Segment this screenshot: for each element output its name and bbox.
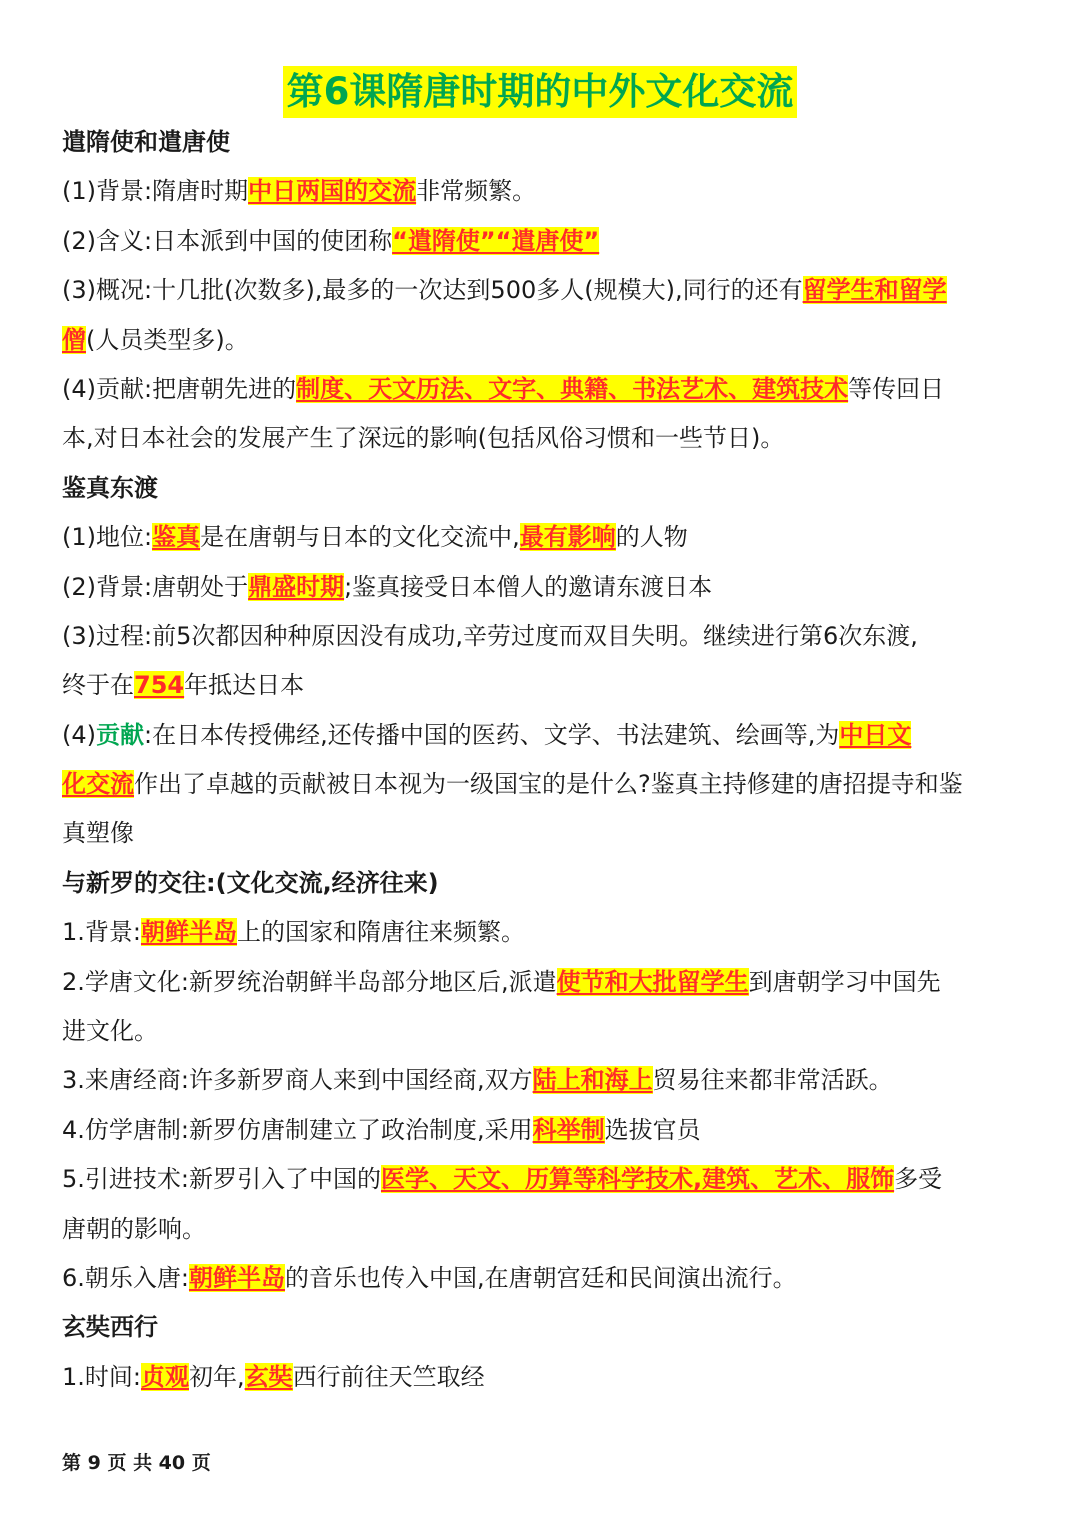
text-segment: (1)地位: — [62, 523, 153, 552]
text-segment: (4)贡献:把唐朝先进的 — [62, 374, 297, 403]
section-heading — [62, 859, 1022, 908]
text-line — [62, 760, 1022, 809]
section-heading — [62, 1303, 1022, 1352]
text-line — [62, 316, 1022, 365]
green-keyword: 贡献 — [96, 720, 144, 749]
text-line — [62, 217, 1022, 266]
text-segment: 1.时间: — [62, 1362, 141, 1391]
highlighted-keyword: 754 — [134, 671, 185, 700]
text-line — [62, 167, 1022, 216]
text-segment: 等传回日 — [848, 374, 945, 403]
highlighted-keyword: 僧 — [62, 325, 86, 354]
highlighted-keyword: 中日文 — [839, 720, 912, 749]
text-segment: 1.背景: — [62, 918, 141, 947]
text-line — [62, 809, 1022, 858]
text-segment: (4) — [62, 720, 96, 749]
text-line — [62, 612, 1022, 661]
text-segment: 鉴真东渡 — [62, 473, 158, 502]
text-segment: 3.来唐经商:许多新罗商人来到中国经商,双方 — [62, 1066, 533, 1095]
highlighted-keyword: 科举制 — [532, 1115, 605, 1144]
text-line — [62, 958, 1022, 1007]
text-segment: 玄奘西行 — [62, 1313, 158, 1342]
highlighted-keyword: 留学生和留学 — [802, 276, 947, 305]
text-line — [62, 563, 1022, 612]
text-line — [62, 908, 1022, 957]
text-segment: 非常频繁。 — [416, 177, 537, 206]
highlighted-keyword: “遣隋使”“遣唐使” — [392, 226, 600, 255]
text-segment: 终于在 — [62, 671, 134, 700]
text-segment: 多受 — [894, 1165, 943, 1194]
text-line — [62, 266, 1022, 315]
text-segment: 与新罗的交往:(文化交流,经济往来) — [62, 868, 439, 897]
text-segment: 上的国家和隋唐往来频繁。 — [236, 918, 525, 947]
page-footer: 第 9 页 共 40 页 — [62, 1452, 211, 1474]
text-segment: (2)背景:唐朝处于 — [62, 572, 249, 601]
text-segment: 6.朝乐入唐: — [62, 1263, 189, 1292]
text-line — [62, 1353, 1022, 1402]
text-segment: 2.学唐文化:新罗统治朝鲜半岛部分地区后,派遣 — [62, 967, 557, 996]
text-line — [62, 711, 1022, 760]
text-line — [62, 1205, 1022, 1254]
highlighted-keyword: 化交流 — [62, 770, 134, 799]
highlighted-keyword: 最有影响 — [519, 523, 616, 552]
text-segment: 5.引进技术:新罗引入了中国的 — [62, 1165, 381, 1194]
text-segment: 选拔官员 — [604, 1115, 701, 1144]
text-segment: (3)过程:前5次都因种种原因没有成功,辛劳过度而双目失明。继续进行第6次东渡, — [62, 621, 918, 650]
text-segment: :在日本传授佛经,还传播中国的医药、文学、书法建筑、绘画等,为 — [144, 720, 840, 749]
text-line — [62, 513, 1022, 562]
text-line — [62, 1007, 1022, 1056]
highlighted-keyword: 玄奘 — [244, 1362, 293, 1391]
highlighted-keyword: 鼎盛时期 — [248, 572, 345, 601]
text-segment: 贸易往来都非常活跃。 — [652, 1066, 893, 1095]
text-segment: 西行前往天竺取经 — [292, 1362, 485, 1391]
document-body — [62, 118, 1022, 1402]
highlighted-keyword: 医学、天文、历算等科学技术,建筑、艺术、服饰 — [380, 1165, 895, 1194]
highlighted-keyword: 陆上和海上 — [532, 1066, 653, 1095]
highlighted-keyword: 朝鲜半岛 — [188, 1263, 285, 1292]
title-container — [0, 66, 1080, 118]
text-line — [62, 365, 1022, 414]
text-segment: (1)背景:隋唐时期 — [62, 177, 249, 206]
text-segment: 初年, — [188, 1362, 245, 1391]
text-segment: (3)概况:十几批(次数多),最多的一次达到500多人(规模大),同行的还有 — [62, 276, 803, 305]
text-line — [62, 661, 1022, 710]
text-segment: 真塑像 — [62, 819, 134, 848]
text-line — [62, 1155, 1022, 1204]
text-line — [62, 1056, 1022, 1105]
highlighted-keyword: 使节和大批留学生 — [556, 967, 749, 996]
highlighted-keyword: 中日两国的交流 — [248, 177, 417, 206]
text-segment: (2)含义:日本派到中国的使团称 — [62, 226, 393, 255]
highlighted-keyword: 朝鲜半岛 — [140, 918, 237, 947]
text-segment: 本,对日本社会的发展产生了深远的影响(包括风俗习惯和一些节日)。 — [62, 424, 785, 453]
text-segment: 4.仿学唐制:新罗仿唐制建立了政治制度,采用 — [62, 1115, 533, 1144]
text-segment: 唐朝的影响。 — [62, 1214, 206, 1243]
page-title: 第6课隋唐时期的中外文化交流 — [283, 66, 798, 118]
text-segment: 是在唐朝与日本的文化交流中, — [200, 523, 520, 552]
text-segment: 进文化。 — [62, 1017, 158, 1046]
highlighted-keyword: 鉴真 — [152, 523, 201, 552]
highlighted-keyword: 贞观 — [140, 1362, 189, 1391]
highlighted-keyword: 制度、天文历法、文字、典籍、书法艺术、建筑技术 — [296, 374, 849, 403]
text-segment: 作出了卓越的贡献被日本视为一级国宝的是什么?鉴真主持修建的唐招提寺和鉴 — [134, 770, 963, 799]
text-line — [62, 1106, 1022, 1155]
text-segment: 的人物 — [615, 523, 688, 552]
text-segment: (人员类型多)。 — [86, 325, 249, 354]
text-segment: ;鉴真接受日本僧人的邀请东渡日本 — [344, 572, 713, 601]
section-heading — [62, 118, 1022, 167]
text-line — [62, 414, 1022, 463]
text-segment: 遣隋使和遣唐使 — [62, 128, 230, 156]
section-heading — [62, 464, 1022, 513]
text-line — [62, 1254, 1022, 1303]
text-segment: 年抵达日本 — [184, 671, 305, 700]
text-segment: 的音乐也传入中国,在唐朝宫廷和民间演出流行。 — [284, 1263, 797, 1292]
text-segment: 到唐朝学习中国先 — [748, 967, 941, 996]
